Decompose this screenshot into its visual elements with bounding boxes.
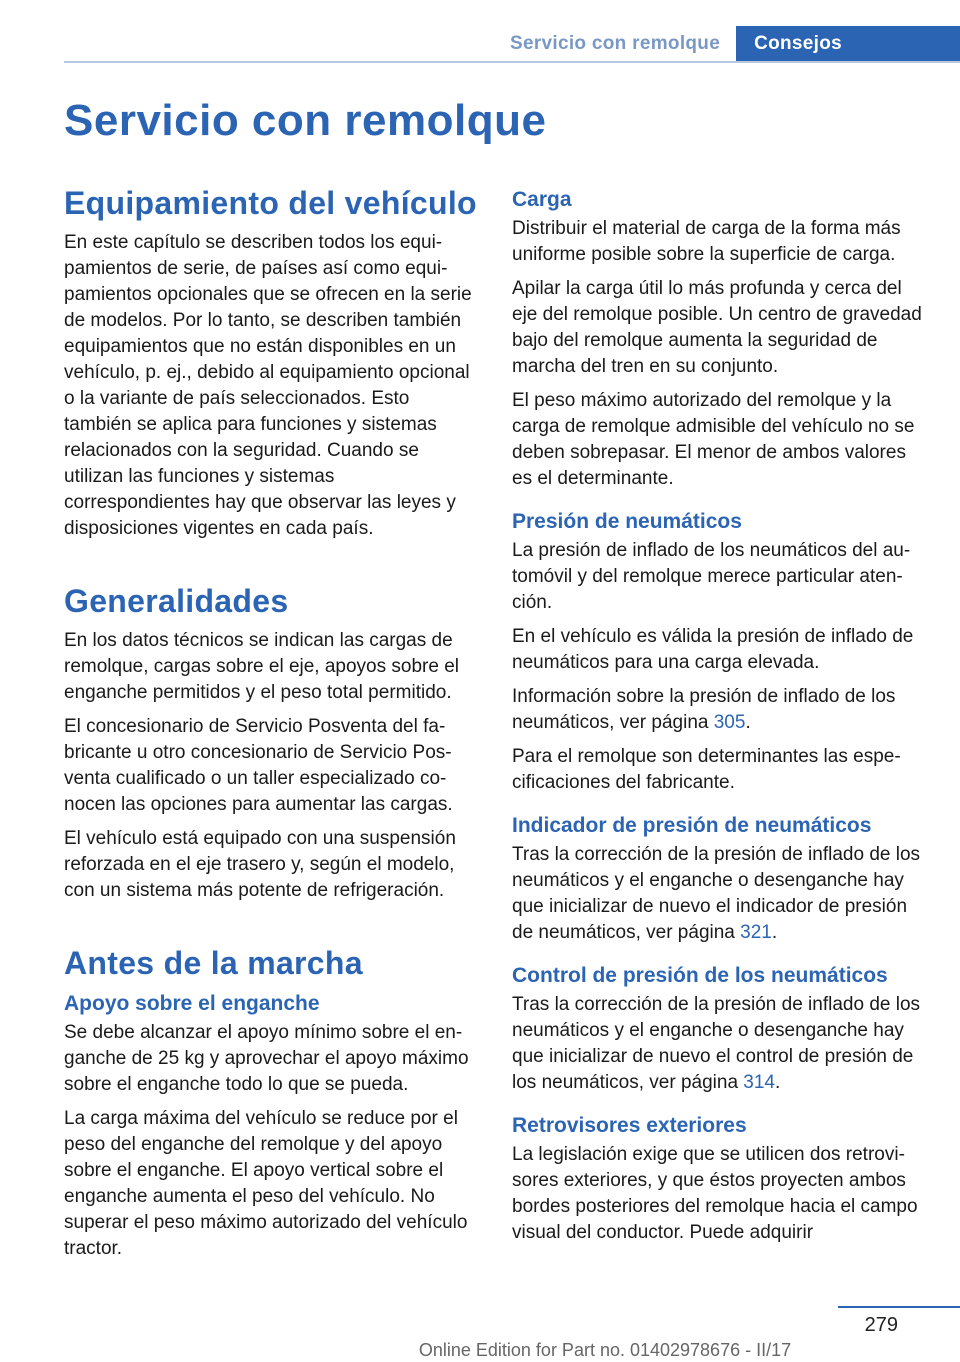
pressure-indicator-text: Tras la corrección de la presión de inflado de los neumáticos y el enganche o desenganche hay que inicializar de nuevo el indicador de presión de neumáticos, ver página — [512, 844, 921, 943]
pressure-control-text: Tras la corrección de la presión de inflado de los neumáticos y el enganche o desenganche hay que inicializar de nuevo el control de presión de los neumáticos, ver página — [512, 994, 921, 1093]
exterior-mirrors-heading: Retrovisores exteriores — [512, 1114, 747, 1137]
load-paragraph-1: Distribuir el material de carga de la forma más uniforme posible sobre la superficie de carga. — [512, 218, 901, 265]
exterior-mirrors-paragraph: La legislación exige que se utilicen dos retrovisores exteriores, y que éstos proyecten ambos bordes posteriores del remolque hacia el campo visual del conductor. Puede adquirir — [512, 1144, 918, 1243]
load-heading: Carga — [512, 188, 572, 211]
load-paragraph-3: El peso máximo autorizado del remolque y la carga de remolque admisible del vehículo no se deben sobrepasar. El menor de ambos valores es el determinante. — [512, 390, 915, 489]
general-paragraph-2: El concesionario de Servicio Posventa del fabricante u otro concesionario de Servicio Posventa cualificado o un taller especializado conocen las opciones para aumentar las cargas. — [64, 716, 453, 815]
equipment-paragraph: En este capítulo se describen todos los equipamientos de serie, de países así como equipamientos opcionales que se ofrecen en la serie de modelos. Por lo tanto, se describen también equipamientos que no están disponibles en un vehículo, p. ej., debido al equipamiento opcional o la variante de país seleccionados. Esto también se aplica para funciones y sistemas relacionados con la seguridad. Cuando se utilizan las funciones y sistemas correspondientes hay que observar las leyes y disposiciones vigentes en cada país. — [64, 232, 472, 539]
right-column — [512, 186, 928, 1254]
pressure-control-heading: Control de presión de los neumáticos — [512, 964, 888, 987]
tyre-pressure-paragraph-1: La presión de inflado de los neumáticos del automóvil y del remolque merece particular atención. — [512, 540, 911, 613]
tyre-pressure-paragraph-2: En el vehículo es válida la presión de inflado de neumáticos para una carga elevada. — [512, 626, 914, 673]
pressure-indicator-period: . — [771, 922, 778, 943]
page-link-314[interactable]: 314 — [743, 1072, 775, 1093]
tyre-pressure-heading: Presión de neumáticos — [512, 510, 742, 533]
hitch-support-heading: Apoyo sobre el enganche — [64, 992, 320, 1015]
chapter-tab[interactable]: Consejos — [736, 26, 960, 62]
page-link-305[interactable]: 305 — [713, 712, 746, 733]
edition-footer: Online Edition for Part no. 01402978676 - II/17 — [418, 1340, 792, 1360]
tyre-pressure-text: Información sobre la presión de inflado de los neumáticos, ver página — [512, 686, 896, 733]
page-title: Servicio con remolque — [64, 96, 547, 145]
tyre-pressure-period: . — [745, 712, 751, 733]
header-tabs — [494, 26, 960, 62]
before-driving-heading: Antes de la marcha — [64, 945, 363, 981]
left-column — [64, 184, 478, 1270]
general-heading: Generalidades — [64, 583, 289, 619]
equipment-heading: Equipamiento del vehículo — [64, 185, 477, 221]
pressure-control-period: . — [775, 1072, 781, 1093]
tyre-pressure-paragraph-4: Para el remolque son determinantes las especificaciones del fabricante. — [512, 746, 901, 793]
section-tab[interactable]: Servicio con remolque — [494, 26, 736, 62]
hitch-support-paragraph-1: Se debe alcanzar el apoyo mínimo sobre el enganche de 25 kg y aprovechar el apoyo máximo sobre el enganche todo lo que se pueda. — [64, 1022, 469, 1095]
header-divider — [64, 61, 960, 63]
footer-rule — [838, 1306, 960, 1308]
general-paragraph-1: En los datos técnicos se indican las cargas de remolque, cargas sobre el eje, apoyos sobre el enganche permitidos y el peso total permitido. — [64, 630, 460, 703]
pressure-indicator-heading: Indicador de presión de neumáticos — [512, 814, 872, 837]
pressure-indicator-paragraph — [512, 842, 928, 946]
load-paragraph-2: Apilar la carga útil lo más profunda y cerca del eje del remolque posible. Un centro de gravedad bajo del remolque aumenta la seguridad de marcha del tren en su conjunto. — [512, 278, 922, 377]
page-number: 279 — [864, 1314, 898, 1336]
general-paragraph-3: El vehículo está equipado con una suspensión reforzada en el eje trasero y, según el modelo, con un sistema más potente de refrigeración. — [64, 828, 456, 901]
tyre-pressure-paragraph-3 — [512, 684, 928, 736]
pressure-control-paragraph — [512, 992, 928, 1096]
hitch-support-paragraph-2: La carga máxima del vehículo se reduce por el peso del enganche del remolque y del apoyo sobre el enganche. El apoyo vertical sobre el enganche aumenta el peso del vehículo. No superar el peso máximo autorizado del vehículo tractor. — [64, 1108, 468, 1259]
page-link-321[interactable]: 321 — [740, 922, 772, 943]
